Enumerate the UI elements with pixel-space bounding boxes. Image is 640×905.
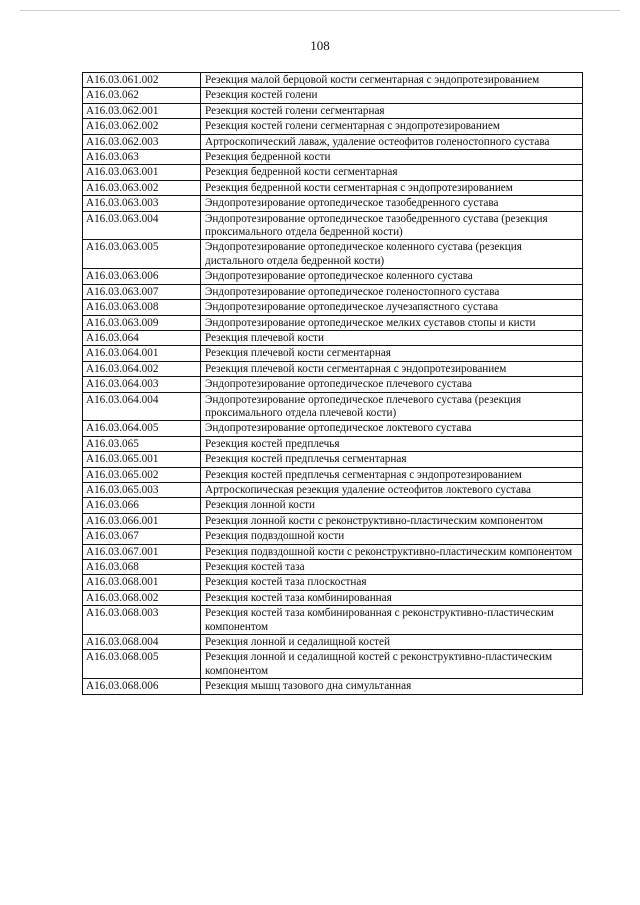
table-row bbox=[83, 635, 583, 650]
procedure-code: A16.03.064 bbox=[83, 330, 201, 345]
procedure-name: Эндопротезирование ортопедическое плечевого сустава bbox=[201, 377, 583, 392]
table-row bbox=[83, 361, 583, 376]
procedure-name: Резекция плечевой кости сегментарная с эндопротезированием bbox=[201, 361, 583, 376]
table-row bbox=[83, 513, 583, 528]
procedure-code: A16.03.062.001 bbox=[83, 103, 201, 118]
procedure-name: Эндопротезирование ортопедическое тазобедренного сустава (резекция проксимального отдела бедренной кости) bbox=[201, 211, 583, 240]
procedure-code: A16.03.062 bbox=[83, 88, 201, 103]
procedure-name: Эндопротезирование ортопедическое локтевого сустава bbox=[201, 421, 583, 436]
table-row bbox=[83, 482, 583, 497]
procedure-table-body bbox=[83, 73, 583, 695]
procedure-name: Резекция подвздошной кости bbox=[201, 529, 583, 544]
page-number: 108 bbox=[310, 38, 330, 53]
procedure-code: A16.03.063 bbox=[83, 150, 201, 165]
procedure-name: Резекция бедренной кости сегментарная bbox=[201, 165, 583, 180]
procedure-code: A16.03.065.002 bbox=[83, 467, 201, 482]
table-row bbox=[83, 300, 583, 315]
procedure-code: A16.03.065 bbox=[83, 436, 201, 451]
procedure-name: Резекция костей предплечья сегментарная bbox=[201, 452, 583, 467]
procedure-code: A16.03.063.005 bbox=[83, 240, 201, 269]
table-row bbox=[83, 575, 583, 590]
procedure-code: A16.03.067.001 bbox=[83, 544, 201, 559]
table-row bbox=[83, 590, 583, 605]
procedure-code-table bbox=[82, 72, 583, 695]
procedure-code: A16.03.064.002 bbox=[83, 361, 201, 376]
procedure-code: A16.03.063.001 bbox=[83, 165, 201, 180]
procedure-code: A16.03.068.001 bbox=[83, 575, 201, 590]
scan-edge-line bbox=[20, 10, 620, 11]
procedure-code: A16.03.062.003 bbox=[83, 134, 201, 149]
procedure-name: Эндопротезирование ортопедическое коленного сустава bbox=[201, 269, 583, 284]
procedure-code: A16.03.068.004 bbox=[83, 635, 201, 650]
procedure-code: A16.03.064.005 bbox=[83, 421, 201, 436]
procedure-code: A16.03.063.006 bbox=[83, 269, 201, 284]
table-row bbox=[83, 180, 583, 195]
procedure-name: Резекция лонной кости bbox=[201, 498, 583, 513]
procedure-name: Резекция мышц тазового дна симультанная bbox=[201, 679, 583, 694]
procedure-code: A16.03.061.002 bbox=[83, 73, 201, 88]
procedure-name: Резекция костей таза плоскостная bbox=[201, 575, 583, 590]
procedure-name: Резекция лонной и седалищной костей bbox=[201, 635, 583, 650]
procedure-name: Эндопротезирование ортопедическое голеностопного сустава bbox=[201, 284, 583, 299]
procedure-code: A16.03.063.008 bbox=[83, 300, 201, 315]
procedure-code: A16.03.068.002 bbox=[83, 590, 201, 605]
table-row bbox=[83, 196, 583, 211]
procedure-code: A16.03.064.004 bbox=[83, 392, 201, 421]
table-row bbox=[83, 315, 583, 330]
procedure-name: Эндопротезирование ортопедическое лучезапястного сустава bbox=[201, 300, 583, 315]
procedure-name: Резекция костей голени bbox=[201, 88, 583, 103]
table-row bbox=[83, 211, 583, 240]
table-row bbox=[83, 284, 583, 299]
procedure-name: Резекция костей таза bbox=[201, 560, 583, 575]
procedure-name: Эндопротезирование ортопедическое тазобедренного сустава bbox=[201, 196, 583, 211]
procedure-name: Резекция лонной кости с реконструктивно-пластическим компонентом bbox=[201, 513, 583, 528]
table-row bbox=[83, 679, 583, 694]
procedure-code: A16.03.067 bbox=[83, 529, 201, 544]
procedure-code: A16.03.063.002 bbox=[83, 180, 201, 195]
table-row bbox=[83, 436, 583, 451]
procedure-code: A16.03.068 bbox=[83, 560, 201, 575]
procedure-code: A16.03.068.005 bbox=[83, 650, 201, 679]
table-row bbox=[83, 560, 583, 575]
table-row bbox=[83, 650, 583, 679]
procedure-name: Артроскопическая резекция удаление остеофитов локтевого сустава bbox=[201, 482, 583, 497]
table-row bbox=[83, 421, 583, 436]
table-row bbox=[83, 467, 583, 482]
procedure-name: Резекция плечевой кости сегментарная bbox=[201, 346, 583, 361]
table-row bbox=[83, 498, 583, 513]
table-row bbox=[83, 346, 583, 361]
procedure-code: A16.03.068.003 bbox=[83, 606, 201, 635]
table-row bbox=[83, 377, 583, 392]
procedure-code: A16.03.063.004 bbox=[83, 211, 201, 240]
procedure-name: Резекция костей предплечья bbox=[201, 436, 583, 451]
procedure-name: Резекция бедренной кости сегментарная с эндопротезированием bbox=[201, 180, 583, 195]
procedure-name: Резекция подвздошной кости с реконструктивно-пластическим компонентом bbox=[201, 544, 583, 559]
procedure-name: Артроскопический лаваж, удаление остеофитов голеностопного сустава bbox=[201, 134, 583, 149]
procedure-code: A16.03.065.003 bbox=[83, 482, 201, 497]
table-row bbox=[83, 150, 583, 165]
procedure-code: A16.03.063.009 bbox=[83, 315, 201, 330]
table-row bbox=[83, 88, 583, 103]
table-row bbox=[83, 119, 583, 134]
procedure-code: A16.03.066 bbox=[83, 498, 201, 513]
procedure-name: Резекция костей голени сегментарная с эндопротезированием bbox=[201, 119, 583, 134]
table-row bbox=[83, 73, 583, 88]
procedure-name: Резекция бедренной кости bbox=[201, 150, 583, 165]
table-row bbox=[83, 330, 583, 345]
procedure-name: Резекция плечевой кости bbox=[201, 330, 583, 345]
procedure-code: A16.03.066.001 bbox=[83, 513, 201, 528]
procedure-code: A16.03.064.001 bbox=[83, 346, 201, 361]
procedure-name: Резекция лонной и седалищной костей с реконструктивно-пластическим компонентом bbox=[201, 650, 583, 679]
procedure-name: Эндопротезирование ортопедическое мелких суставов стопы и кисти bbox=[201, 315, 583, 330]
table-row bbox=[83, 392, 583, 421]
table-row bbox=[83, 134, 583, 149]
table-row bbox=[83, 529, 583, 544]
procedure-name: Резекция костей таза комбинированная bbox=[201, 590, 583, 605]
procedure-code: A16.03.064.003 bbox=[83, 377, 201, 392]
procedure-name: Резекция малой берцовой кости сегментарная с эндопротезированием bbox=[201, 73, 583, 88]
table-row bbox=[83, 240, 583, 269]
table-row bbox=[83, 165, 583, 180]
procedure-code: A16.03.065.001 bbox=[83, 452, 201, 467]
table-row bbox=[83, 606, 583, 635]
procedure-code: A16.03.068.006 bbox=[83, 679, 201, 694]
procedure-name: Резекция костей голени сегментарная bbox=[201, 103, 583, 118]
procedure-name: Эндопротезирование ортопедическое коленного сустава (резекция дистального отдела бедренной кости) bbox=[201, 240, 583, 269]
table-row bbox=[83, 452, 583, 467]
procedure-code: A16.03.063.003 bbox=[83, 196, 201, 211]
procedure-name: Резекция костей таза комбинированная с реконструктивно-пластическим компонентом bbox=[201, 606, 583, 635]
procedure-code: A16.03.063.007 bbox=[83, 284, 201, 299]
procedure-name: Резекция костей предплечья сегментарная с эндопротезированием bbox=[201, 467, 583, 482]
table-row bbox=[83, 103, 583, 118]
table-row bbox=[83, 544, 583, 559]
procedure-code: A16.03.062.002 bbox=[83, 119, 201, 134]
table-row bbox=[83, 269, 583, 284]
procedure-name: Эндопротезирование ортопедическое плечевого сустава (резекция проксимального отдела плечевой кости) bbox=[201, 392, 583, 421]
